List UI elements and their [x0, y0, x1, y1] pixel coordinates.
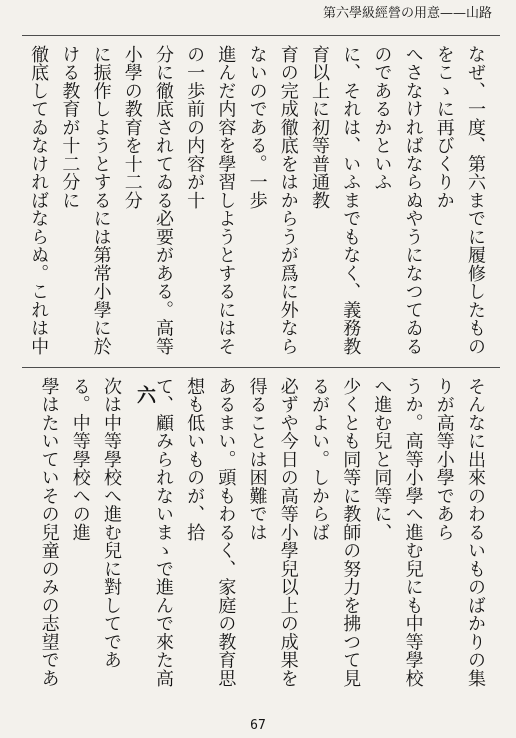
- section-number: 六: [134, 385, 156, 404]
- lower-left-text-column: 次は中等學校へ進む兒に對してである。中等學校への進 學はたいていその兒童のみの志望であ: [38, 377, 122, 688]
- upper-text-column: なぜ、一度、第六までに履修したものをこゝに再びくりか へさなければならぬやうになつてゐるのであるかといふ に、それは、いふまでもなく、義務教育以上に初等普通教 育の完成徹底をはからうが爲に外ならないのである。一歩 進んだ内容を學習しようとするにはその一歩前の内容が十 分に徹底されてゐる必要がある。高等小學の教育を十二分 に振作しようとするには第常小學に於ける教育が十二分に 徹底してゐなければならぬ。これは中: [28, 45, 486, 356]
- running-head: 第六學級經營の用意——山路: [322, 6, 492, 21]
- middle-rule: [22, 367, 500, 368]
- page-number: 67: [250, 718, 266, 733]
- lower-right-text-column: そんなに出來のわるいものばかりの集りが高等小學であら うか。高等小學へ進む兒にも中等學校へ進む兒と同等に、 少くとも同等に教師の努力を拂つて見るがよい。しからば 必ずや今日の高等小學兒以上の成果を得ることは困難では あるまい。頭もわるく、家庭の教育思想も低いものが、拾 て、顧みられないまゝで進んで來た高: [153, 377, 486, 688]
- top-rule: [22, 35, 500, 36]
